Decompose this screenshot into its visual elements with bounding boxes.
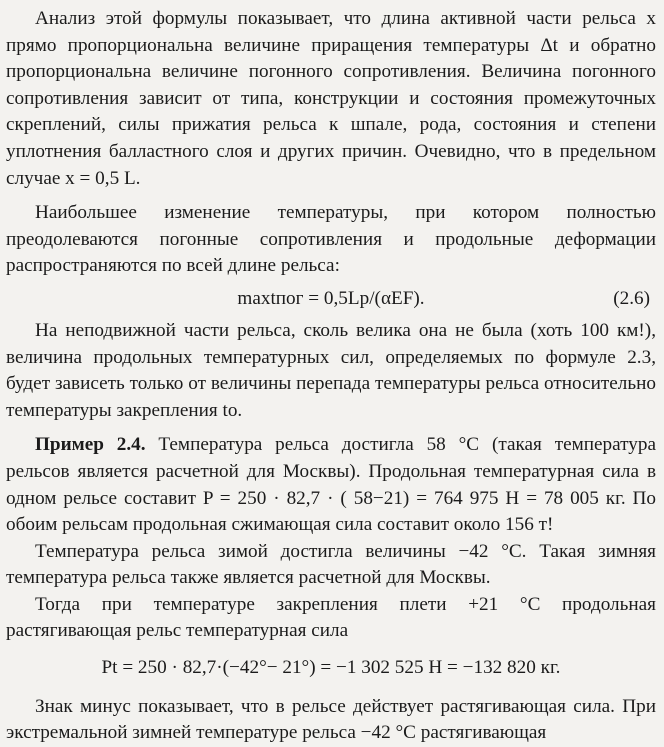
paragraph-example-2-4 (6, 432, 656, 538)
formula-2-6-expression: maxtпог = 0,5Lp/(αEF). (237, 287, 425, 309)
paragraph-max-temperature: Наибольшее изменение температуры, при котором полностью преодолеваются погонные сопротивления и продольные деформации распространяются по всей длине рельса: (6, 202, 656, 277)
paragraph-minus-sign: Знак минус показывает, что в рельсе действует растягивающая сила. При экстремальной зимней температуре рельса −42 °С растягивающая (6, 695, 656, 744)
paragraph-analysis: Анализ этой формулы показывает, что длина активной части рельса x прямо пропорциональна величине приращения температуры Δt и обратно пропорциональна величине погонного сопротивления. Величина погонного сопротивления зависит от типа, конструкции и состояния промежуточных скреплений, силы прижатия рельса к шпале, рода, состояния и степени уплотнения балластного слоя и других причин. Очевидно, что в предельном случае x = 0,5 L. (6, 8, 656, 189)
formula-pt: Pt = 250 · 82,7·(−42°− 21°) = −1 302 525 Н = −132 820 кг. (101, 657, 561, 679)
equation-number: (2.6) (613, 287, 650, 309)
formula-2-6 (6, 286, 656, 314)
paragraph-fixed-part: На неподвижной части рельса, сколь велика она не была (хоть 100 км!), величина продольных температурных сил, определяемых по формуле 2.3, будет зависеть только от величины перепада температуры рельса относительно температуры закрепления tо. (6, 319, 656, 421)
example-heading: Пример 2.4. (35, 434, 146, 456)
paragraph-winter-temperature: Температура рельса зимой достигла величины −42 °С. Такая зимняя температура рельса также является расчетной для Москвы. (6, 540, 656, 589)
paragraph-tension-intro: Тогда при температуре закрепления плети +21 °С продольная растягивающая рельс температурная сила (6, 593, 656, 642)
example-text: Температура рельса достигла 58 °С (такая температура рельсов является расчетной для Москвы). Продольная температурная сила в одном рельсе составит P = 250 · 82,7 · ( 58−21) = 764 975 Н = 78 005 кг. По обоим рельсам продольная сжимающая сила составит около 156 т! (6, 434, 656, 536)
